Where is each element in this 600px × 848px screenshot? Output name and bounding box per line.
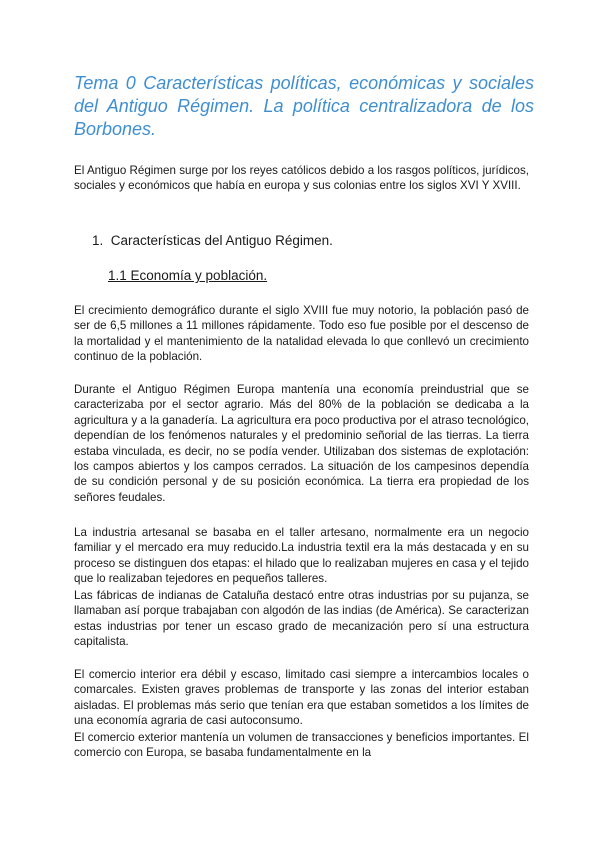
section-number: 1. (92, 233, 104, 248)
document-title: Tema 0 Características políticas, económicas y sociales del Antiguo Régimen. La política centralizadora de los Borbones. (74, 73, 534, 139)
section-label: Características del Antiguo Régimen. (110, 233, 333, 248)
paragraph-agricultura: Durante el Antiguo Régimen Europa mantenía una economía preindustrial que se caracterizaba por el sector agrario. Más del 80% de la población se dedicaba a la agricultura y a la ganadería. La agricultura era poco productiva por el atraso tecnológico, dependían de los fenómenos naturales y el predominio señorial de las tierras. La tierra estaba vinculada, es decir, no se podía vender. Utilizaban dos sistemas de explotación: los campos abiertos y los campos cerrados. La situación de los campesinos dependía de su condición personal y de su posición económica. La tierra era propiedad de los señores feudales. (74, 383, 530, 504)
paragraph-industria: La industria artesanal se basaba en el taller artesano, normalmente era un negocio familiar y el mercado era muy reducido.La industria textil era la más destacada y en su proceso se distinguen dos etapas: el hilado que lo realizaban mujeres en casa y el tejido que lo realizaban tejedores en pequeños talleres. (74, 526, 529, 586)
paragraph-demografia: El crecimiento demográfico durante el siglo XVIII fue muy notorio, la población pasó de ser de 6,5 millones a 11 millones rápidamente. Todo eso fue posible por el descenso de la mortalidad y el mantenimiento de la natalidad elevada lo que conllevó un crecimiento continuo de la población. (74, 304, 529, 364)
intro-paragraph: El Antiguo Régimen surge por los reyes católicos debido a los rasgos políticos, jurídicos, sociales y económicos que había en europa y sus colonias entre los siglos XVI Y XVIII. (74, 164, 529, 193)
paragraph-comercio-exterior: El comercio exterior mantenía un volumen de transacciones y beneficios importantes. El comercio con Europa, se basaba fundamentalmente en la (74, 731, 529, 760)
section-heading-1 (92, 233, 333, 248)
subsection-heading-1-1: 1.1 Economía y población. (108, 268, 268, 283)
paragraph-comercio-interior: El comercio interior era débil y escaso, limitado casi siempre a intercambios locales o comarcales. Existen graves problemas de transporte y las zonas del interior estaban aisladas. El problemas más serio que tenían era que estaban sometidos a los límites de una economía agraria de casi autoconsumo. (74, 668, 529, 728)
paragraph-indianas: Las fábricas de indianas de Cataluña destacó entre otras industrias por su pujanza, se llamaban así porque trabajaban con algodón de las indias (de América). Se caracterizan estas industrias por tener un escaso grado de mecanización pero sí una estructura capitalista. (74, 589, 529, 649)
